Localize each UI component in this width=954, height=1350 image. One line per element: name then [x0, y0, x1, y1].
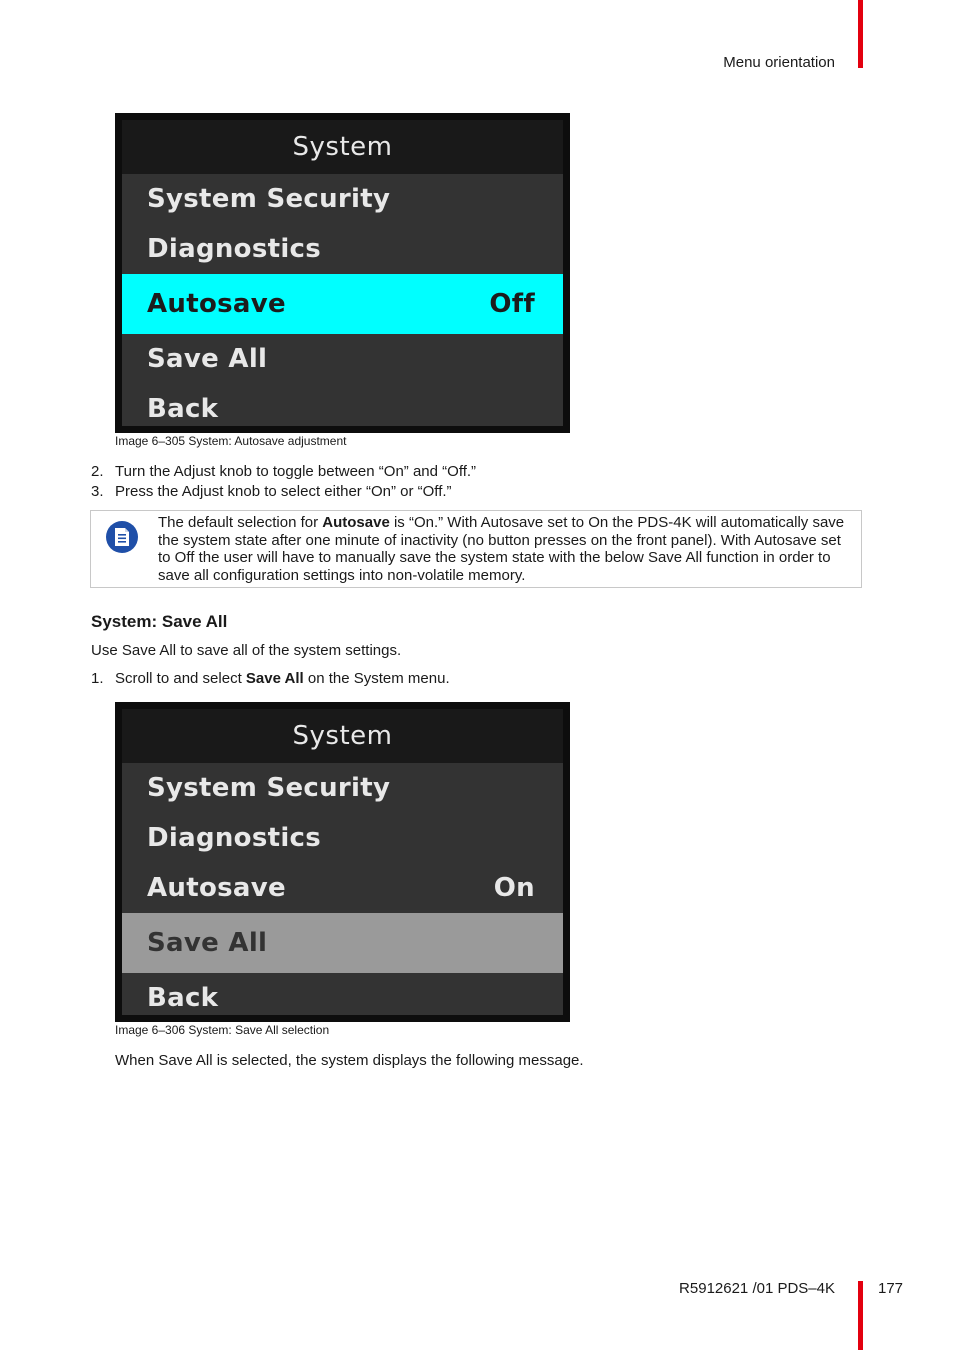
- menu-item-label: Save All: [147, 344, 268, 374]
- note-icon: [106, 521, 138, 553]
- step-number: 1.: [91, 669, 104, 687]
- menu-item-label: Autosave: [147, 873, 286, 903]
- running-header: Menu orientation: [723, 54, 835, 71]
- note-text-part: is “On.” With Autosave set to On the PDS-4K will automatically save the system state after one minute of inactivity (no button presses on the front panel). With Autosave set to Off the user will have to manually save the system state with the below Save All function in order to save all configuration settings into non-volatile memory.: [158, 514, 845, 584]
- step-text: Turn the Adjust knob to toggle between “On” and “Off.”: [115, 462, 477, 480]
- menu-item-save-all[interactable]: [122, 913, 563, 973]
- header-accent-bar: [858, 0, 863, 68]
- menu-item-system-security[interactable]: [122, 763, 563, 813]
- section-title: System: Save All: [91, 612, 228, 631]
- step-text-bold: Save All: [245, 669, 304, 687]
- menu-item-label: Back: [147, 394, 219, 424]
- step-number: 3.: [91, 482, 104, 500]
- figure-caption: Image 6–305 System: Autosave adjustment: [115, 434, 347, 448]
- note-text: [158, 514, 853, 584]
- footer-doc-id: R5912621 /01 PDS–4K: [679, 1280, 835, 1297]
- menu-item-back[interactable]: [122, 973, 563, 1023]
- steps-list: [91, 461, 476, 501]
- menu-item-back[interactable]: [122, 384, 563, 434]
- menu-title: System: [122, 120, 563, 174]
- menu-item-label: Autosave: [147, 289, 286, 319]
- note-box: [90, 510, 862, 588]
- note-text-part: The default selection for: [158, 514, 323, 531]
- menu-item-value: Off: [489, 289, 535, 319]
- step-text-part: on the System menu.: [303, 669, 450, 687]
- closing-paragraph: When Save All is selected, the system displays the following message.: [115, 1052, 584, 1069]
- menu-item-autosave[interactable]: [122, 274, 563, 334]
- menu-screen-autosave: [115, 113, 570, 433]
- page-number: 177: [878, 1280, 904, 1297]
- footer-accent-bar: [858, 1281, 863, 1350]
- step-number: 2.: [91, 462, 104, 480]
- menu-screen-save-all: [115, 702, 570, 1022]
- menu-title: System: [122, 709, 563, 763]
- step-item: [91, 668, 450, 688]
- menu-item-label: System Security: [147, 773, 391, 803]
- step-text-part: Scroll to and select: [115, 669, 246, 687]
- note-text-bold: Autosave: [322, 514, 390, 531]
- menu-item-save-all[interactable]: [122, 334, 563, 384]
- menu-item-label: Diagnostics: [147, 823, 322, 853]
- step-text: [115, 670, 450, 687]
- section-intro: Use Save All to save all of the system settings.: [91, 642, 402, 659]
- menu-item-autosave[interactable]: [122, 863, 563, 913]
- figure-caption: Image 6–306 System: Save All selection: [115, 1023, 330, 1037]
- menu-item-value: On: [493, 873, 535, 903]
- step-text: Press the Adjust knob to select either “On” or “Off.”: [115, 482, 452, 500]
- menu-item-diagnostics[interactable]: [122, 813, 563, 863]
- step-item: [91, 461, 476, 481]
- menu-item-label: Save All: [147, 928, 268, 958]
- menu-item-label: Diagnostics: [147, 234, 322, 264]
- step-item: [91, 481, 476, 501]
- steps-list: [91, 668, 450, 688]
- menu-item-label: Back: [147, 983, 219, 1013]
- menu-item-label: System Security: [147, 184, 391, 214]
- menu-item-system-security[interactable]: [122, 174, 563, 224]
- menu-item-diagnostics[interactable]: [122, 224, 563, 274]
